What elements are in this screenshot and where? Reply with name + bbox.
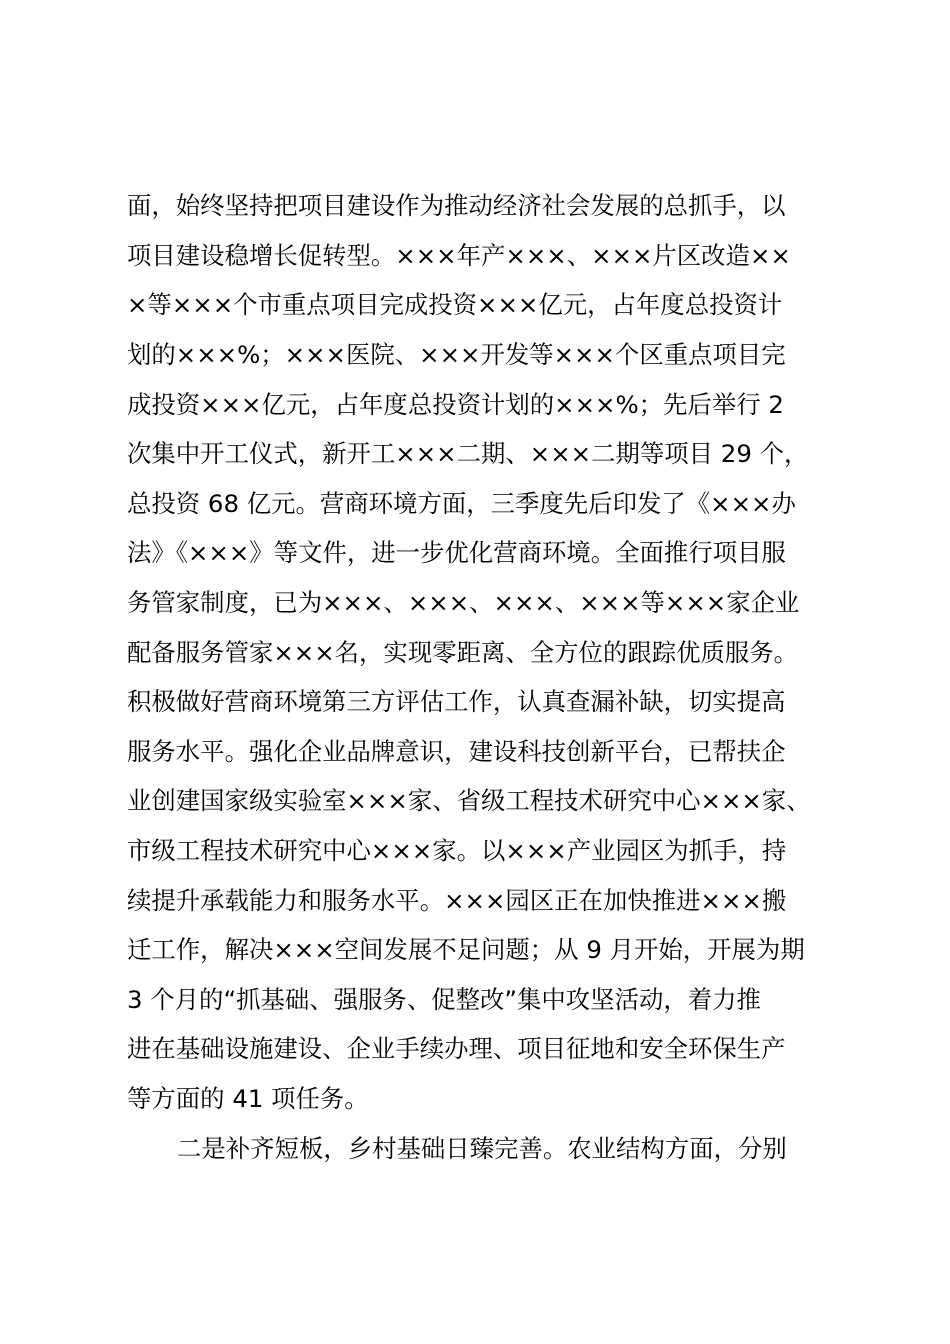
paragraph-line-14: 市级工程技术研究中心×××家。以×××产业园区为抓手，持: [127, 836, 787, 865]
paragraph-line-19: 等方面的 41 项任务。: [127, 1084, 369, 1113]
paragraph-line-6: 次集中开工仪式，新开工×××二期、×××二期等项目 29 个，: [127, 439, 809, 468]
paragraph-line-15: 续提升承载能力和服务水平。×××园区正在加快推进×××搬: [127, 886, 787, 915]
paragraph-line-3: ×等×××个市重点项目完成投资×××亿元，占年度总投资计: [127, 290, 783, 319]
paragraph-line-4: 划的×××%；×××医院、×××开发等×××个区重点项目完: [127, 340, 786, 369]
paragraph-line-2: 项目建设稳增长促转型。×××年产×××、×××片区改造××: [127, 241, 791, 270]
next-paragraph-line-1: 二是补齐短板，乡村基础日臻完善。农业结构方面，分别: [177, 1134, 787, 1163]
paragraph-line-13: 业创建国家级实验室×××家、省级工程技术研究中心×××家、: [127, 786, 811, 815]
paragraph-line-1: 面，始终坚持把项目建设作为推动经济社会发展的总抓手，以: [127, 191, 786, 220]
paragraph-line-17: 3 个月的“抓基础、强服务、促整改”集中攻坚活动，着力推: [127, 985, 761, 1014]
paragraph-line-5: 成投资×××亿元，占年度总投资计划的×××%；先后举行 2: [127, 390, 784, 419]
paragraph-line-9: 务管家制度，已为×××、×××、×××、×××等×××家企业: [127, 588, 800, 617]
paragraph-line-12: 服务水平。强化企业品牌意识，建设科技创新平台，已帮扶企: [127, 737, 786, 766]
paragraph-line-10: 配备服务管家×××名，实现零距离、全方位的跟踪优质服务。: [127, 638, 799, 667]
paragraph-line-8: 法》《×××》等文件，进一步优化营商环境。全面推行项目服: [127, 538, 786, 567]
paragraph-line-16: 迁工作，解决×××空间发展不足问题；从 9 月开始，开展为期: [127, 935, 805, 964]
paragraph-line-7: 总投资 68 亿元。营商环境方面，三季度先后印发了《×××办: [127, 489, 796, 518]
paragraph-line-18: 进在基础设施建设、企业手续办理、项目征地和安全环保生产: [127, 1034, 786, 1063]
paragraph-line-11: 积极做好营商环境第三方评估工作，认真查漏补缺，切实提高: [127, 687, 786, 716]
